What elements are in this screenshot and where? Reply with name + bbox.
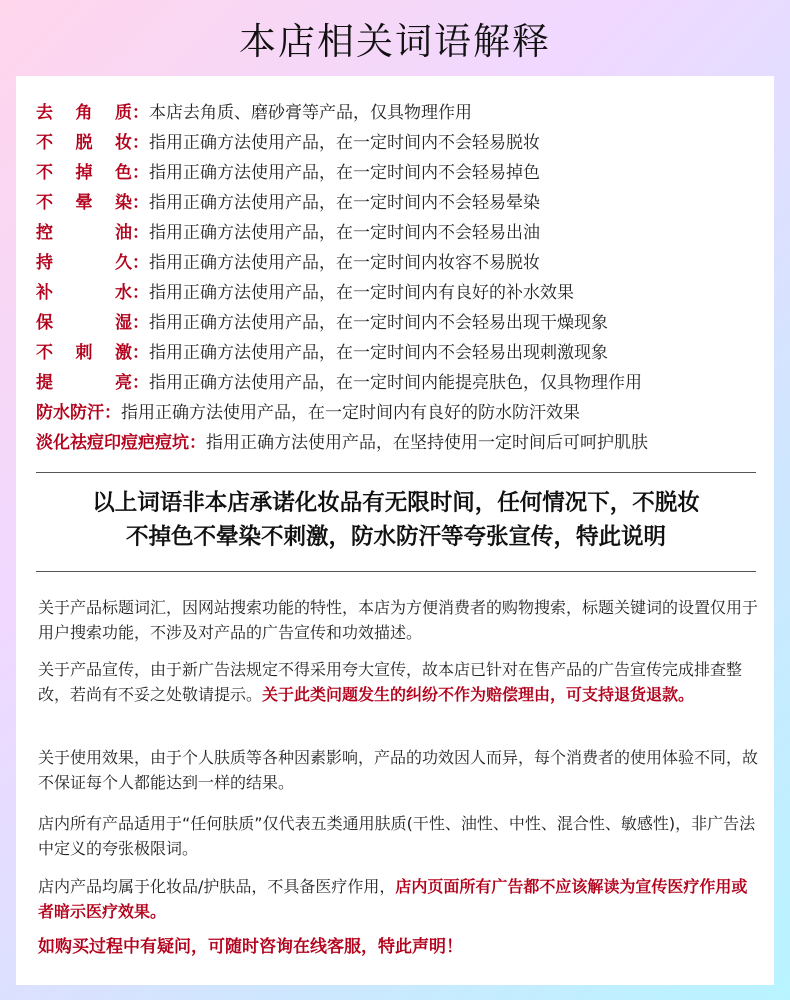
paragraph-cosmetics: 店内产品均属于化妆品/护肤品，不具备医疗作用，店内页面所有广告都不应该解读为宣传医疗作用或者暗示医疗效果。 (38, 877, 748, 921)
term-description: 指用正确方法使用产品，在一定时间内有良好的补水效果 (149, 283, 574, 303)
term-row (36, 188, 771, 218)
term-colon: ： (132, 253, 149, 273)
term-description: 指用正确方法使用产品，在一定时间内有良好的防水防汗效果 (121, 403, 580, 423)
paragraph-title-keywords: 关于产品标题词汇，因网站搜索功能的特性，本店为方便消费者的购物搜索，标题关键词的设置仅用于用户搜索功能，不涉及对产品的广告宣传和功效描述。 (38, 598, 759, 642)
term-colon: ： (132, 343, 149, 363)
term-row (36, 98, 771, 128)
term-label: 补 水 (36, 283, 132, 303)
term-row (36, 128, 771, 158)
term-description: 指用正确方法使用产品，在坚持使用一定时间后可呵护肌肤 (206, 433, 648, 453)
term-description: 指用正确方法使用产品，在一定时间内不会轻易出现刺激现象 (149, 343, 608, 363)
term-description: 指用正确方法使用产品，在一定时间内能提亮肤色，仅具物理作用 (149, 373, 642, 393)
content-panel (16, 76, 774, 985)
divider-bottom (36, 571, 756, 572)
term-label: 不 脱 妆 (36, 133, 132, 153)
term-description: 指用正确方法使用产品，在一定时间内不会轻易出现干燥现象 (149, 313, 608, 333)
term-label: 去 角 质 (36, 103, 132, 123)
term-row (36, 218, 771, 248)
term-label: 淡化祛痘印痘疤痘坑 (36, 433, 189, 453)
term-description: 指用正确方法使用产品，在一定时间内不会轻易脱妆 (149, 133, 540, 153)
term-colon: ： (132, 283, 149, 303)
divider-top (36, 472, 756, 473)
term-row (36, 428, 771, 458)
notice-line-2: 不掉色不晕染不刺激，防水防汗等夸张宣传，特此说明 (125, 524, 666, 550)
page-title: 本店相关词语解释 (239, 20, 551, 63)
term-row (36, 308, 771, 338)
term-colon: ： (132, 193, 149, 213)
paragraph-skin-types: 店内所有产品适用于“任何肤质”仅代表五类通用肤质(干性、油性、中性、混合性、敏感性)，非广告法中定义的夸张极限词。 (38, 814, 756, 858)
term-colon: ： (132, 223, 149, 243)
term-label: 防水防汗 (36, 403, 104, 423)
closing-statement: 如购买过程中有疑问，可随时咨询在线客服，特此声明！ (38, 937, 463, 957)
term-description: 指用正确方法使用产品，在一定时间内不会轻易掉色 (149, 163, 540, 183)
term-colon: ： (132, 313, 149, 333)
term-description: 指用正确方法使用产品，在一定时间内不会轻易晕染 (149, 193, 540, 213)
term-row (36, 368, 771, 398)
term-label: 持 久 (36, 253, 132, 273)
term-description: 本店去角质、磨砂膏等产品，仅具物理作用 (149, 103, 472, 123)
notice-line-1: 以上词语非本店承诺化妆品有无限时间，任何情况下，不脱妆 (92, 490, 700, 516)
term-colon: ： (132, 373, 149, 393)
term-colon: ： (132, 133, 149, 153)
notice-block (36, 486, 756, 554)
term-label: 控 油 (36, 223, 132, 243)
term-row (36, 398, 771, 428)
term-row (36, 248, 771, 278)
term-row (36, 158, 771, 188)
term-label: 不 晕 染 (36, 193, 132, 213)
term-label: 保 湿 (36, 313, 132, 333)
term-colon: ： (132, 103, 149, 123)
term-colon: ： (189, 433, 206, 453)
term-label: 不 刺 激 (36, 343, 132, 363)
term-description: 指用正确方法使用产品，在一定时间内妆容不易脱妆 (149, 253, 540, 273)
term-row (36, 338, 771, 368)
term-colon: ： (132, 163, 149, 183)
term-description: 指用正确方法使用产品，在一定时间内不会轻易出油 (149, 223, 540, 243)
paragraph-effect: 关于使用效果，由于个人肤质等各种因素影响，产品的功效因人而异，每个消费者的使用体验不同，故不保证每个人都能达到一样的结果。 (38, 748, 759, 792)
term-row (36, 278, 771, 308)
term-list (36, 98, 771, 458)
term-label: 不 掉 色 (36, 163, 132, 183)
term-label: 提 亮 (36, 373, 132, 393)
term-colon: ： (104, 403, 121, 423)
paragraph-advertising: 关于产品宣传，由于新广告法规定不得采用夸大宣传，故本店已针对在售产品的广告宣传完成排查整改，若尚有不妥之处敬请提示。关于此类问题发生的纠纷不作为赔偿理由，可支持退货退款。 (38, 660, 743, 704)
